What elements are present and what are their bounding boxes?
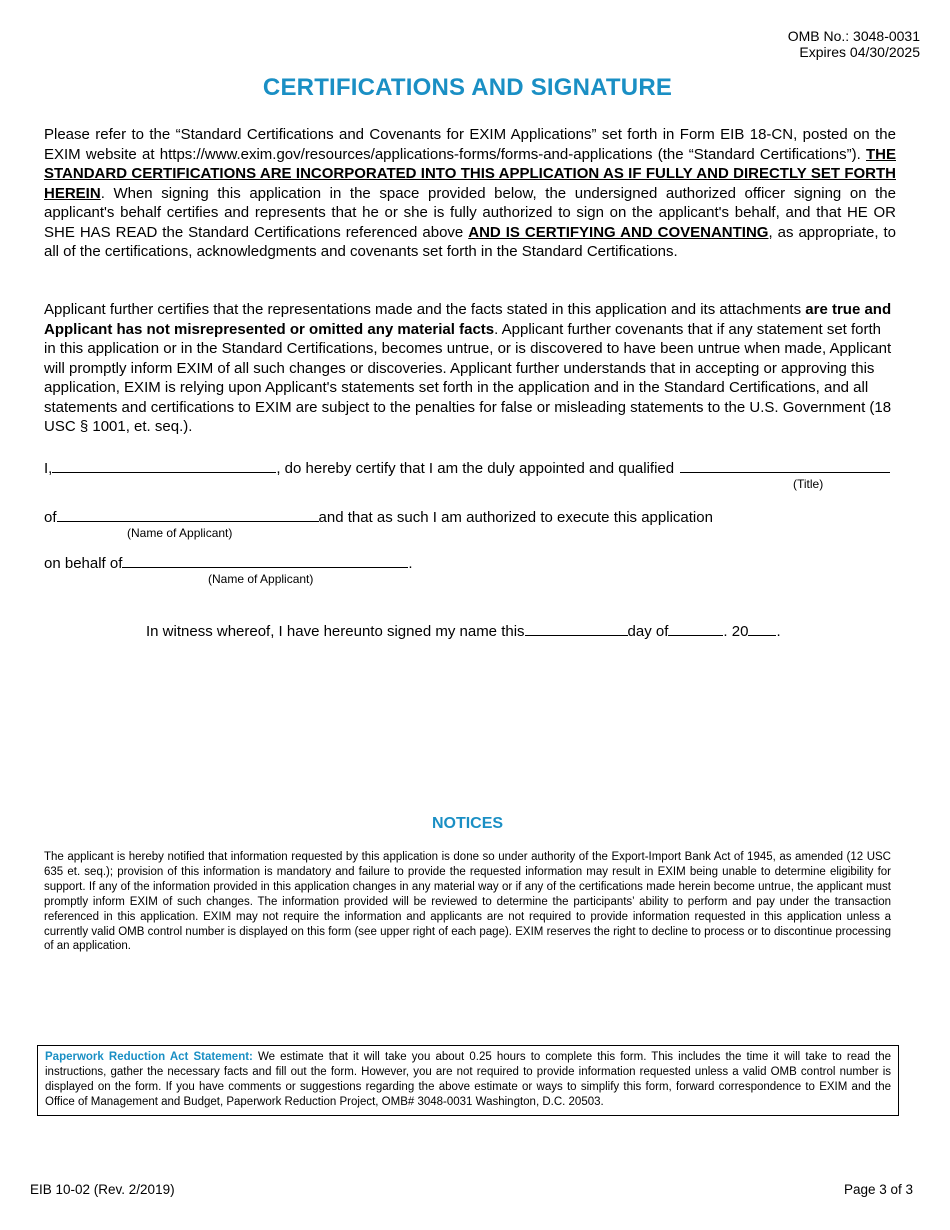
witness-day-field[interactable] bbox=[525, 621, 628, 636]
page-number: Page 3 of 3 bbox=[843, 1182, 913, 1197]
behalf-caption: (Name of Applicant) bbox=[208, 572, 314, 586]
behalf-line bbox=[44, 553, 413, 572]
omb-number: OMB No.: 3048-0031 bbox=[787, 28, 920, 44]
para1-bold-2: STANDARD CERTIFICATIONS ARE INCORPORATED INTO THIS APPLICATION AS IF FULLY AND DIRECTLY SET FORTH bbox=[44, 165, 896, 182]
applicant-line bbox=[44, 507, 713, 526]
witness-end: . bbox=[776, 623, 781, 640]
certify-line bbox=[44, 458, 890, 477]
behalf-prefix: on behalf of bbox=[44, 555, 123, 572]
title-caption: (Title) bbox=[793, 477, 824, 491]
behalf-applicant-field[interactable] bbox=[122, 553, 408, 568]
representation-paragraph bbox=[44, 300, 896, 437]
witness-year-field[interactable] bbox=[748, 621, 776, 636]
form-id: EIB 10-02 (Rev. 2/2019) bbox=[30, 1182, 175, 1197]
applicant-caption: (Name of Applicant) bbox=[127, 526, 233, 540]
witness-prefix: In witness whereof, I have hereunto signed my name this bbox=[146, 623, 525, 640]
paperwork-label: Paperwork Reduction Act Statement: bbox=[45, 1051, 253, 1063]
applicant-text: and that as such I am authorized to execute this application bbox=[318, 509, 713, 526]
certification-paragraph bbox=[44, 125, 896, 262]
para2-bold-1: are true and Applicant has not misrepresented or omitted any material facts bbox=[44, 301, 892, 338]
witness-day-label: day of bbox=[627, 623, 669, 640]
para1-text-2: . When signing this application in the space provided below, the undersigned authorized officer signing on the applicant's behalf certifies and represents that he or she is fully authorized to sign on the applicant's behalf, and that HE OR SHE HAS READ the Standard Certifications referenced above bbox=[44, 184, 896, 241]
applicant-prefix: of bbox=[44, 509, 57, 526]
para2-text-2: . Applicant further covenants that if any statement set forth in this application or in the Standard Certifications, becomes untrue, or is discovered to have been untrue when made, Applicant will promptly inform EXIM of all such changes or discoveries. Applicant further understands that in accepting or approving this application, EXIM is relying upon Applicant's statements set forth in the application and in the Standard Certifications, and all statements and certifications to EXIM are subject to the penalties for false or misleading statements to the U.S. Government (18 USC § 1001, et. seq.). bbox=[44, 320, 892, 435]
witness-month-field[interactable] bbox=[668, 621, 723, 636]
witness-line bbox=[146, 621, 781, 640]
notices-text: The applicant is hereby notified that information requested by this application is done so under authority of the Export-Import Bank Act of 1945, as amended (12 USC 635 et. seq.); provision of this information is mandatory and failure to provide the requested information may result in EXIM being unable to determine eligibility for support. If any of the information provided in this application changes in any material way or if any of the certifications made herein become untrue, the applicant must promptly inform EXIM of such changes. The information provided will be reviewed to determine the participants’ ability to perform and pay under the transaction referenced in this application. EXIM may not require the information and applicants are not required to provide information requested in this application unless a currently valid OMB control number is displayed on this form (see upper right of each page). EXIM reserves the right to decline to process or to discontinue processing of an application. bbox=[44, 851, 891, 953]
omb-expiration: Expires 04/30/2025 bbox=[799, 44, 920, 60]
para1-text-1: Please refer to the “Standard Certifications and Covenants for EXIM Applications” set forth in Form EIB 18-CN, posted on the EXIM website at https://www.exim.gov/resources/applications-forms/forms-and-applications (the “Standard Certifications”). bbox=[44, 126, 896, 163]
notices-title: NOTICES bbox=[431, 815, 504, 832]
para1-bold-1: THE bbox=[866, 145, 896, 163]
para1-bold-3: HEREIN bbox=[44, 184, 101, 202]
certify-prefix: I, bbox=[44, 460, 53, 477]
behalf-suffix: . bbox=[408, 555, 413, 572]
para2-text-1: Applicant further certifies that the representations made and the facts stated in this application and its attachments bbox=[44, 301, 806, 318]
paperwork-text: We estimate that it will take you about 0.25 hours to complete this form. This includes the time it will take to read the instructions, gather the necessary facts and fill out the form. However, you are not required to provide information requested unless a valid OMB control number is displayed on the form. If you have comments or suggestions regarding the above estimate or ways to simplify this form, forward correspondence to EXIM and the Office of Management and Budget, Paperwork Reduction Project, OMB# 3048-0031 Washington, D.C. 20503. bbox=[45, 1051, 891, 1108]
certify-text: , do hereby certify that I am the duly appointed and qualified bbox=[276, 460, 675, 477]
applicant-name-field[interactable] bbox=[57, 507, 319, 522]
omb-info bbox=[788, 28, 920, 60]
page-title: CERTIFICATIONS AND SIGNATURE bbox=[262, 74, 673, 101]
para1-text-3: , as appropriate, to all of the certifications, acknowledgments and covenants set forth in the Standard Certifications. bbox=[44, 223, 897, 260]
officer-name-field[interactable] bbox=[52, 458, 276, 473]
officer-title-field[interactable] bbox=[680, 458, 890, 473]
paperwork-reduction-box bbox=[37, 1045, 899, 1116]
para1-bold-4: AND IS CERTIFYING AND COVENANTING bbox=[468, 223, 769, 241]
witness-year-label: . 20 bbox=[723, 623, 749, 640]
